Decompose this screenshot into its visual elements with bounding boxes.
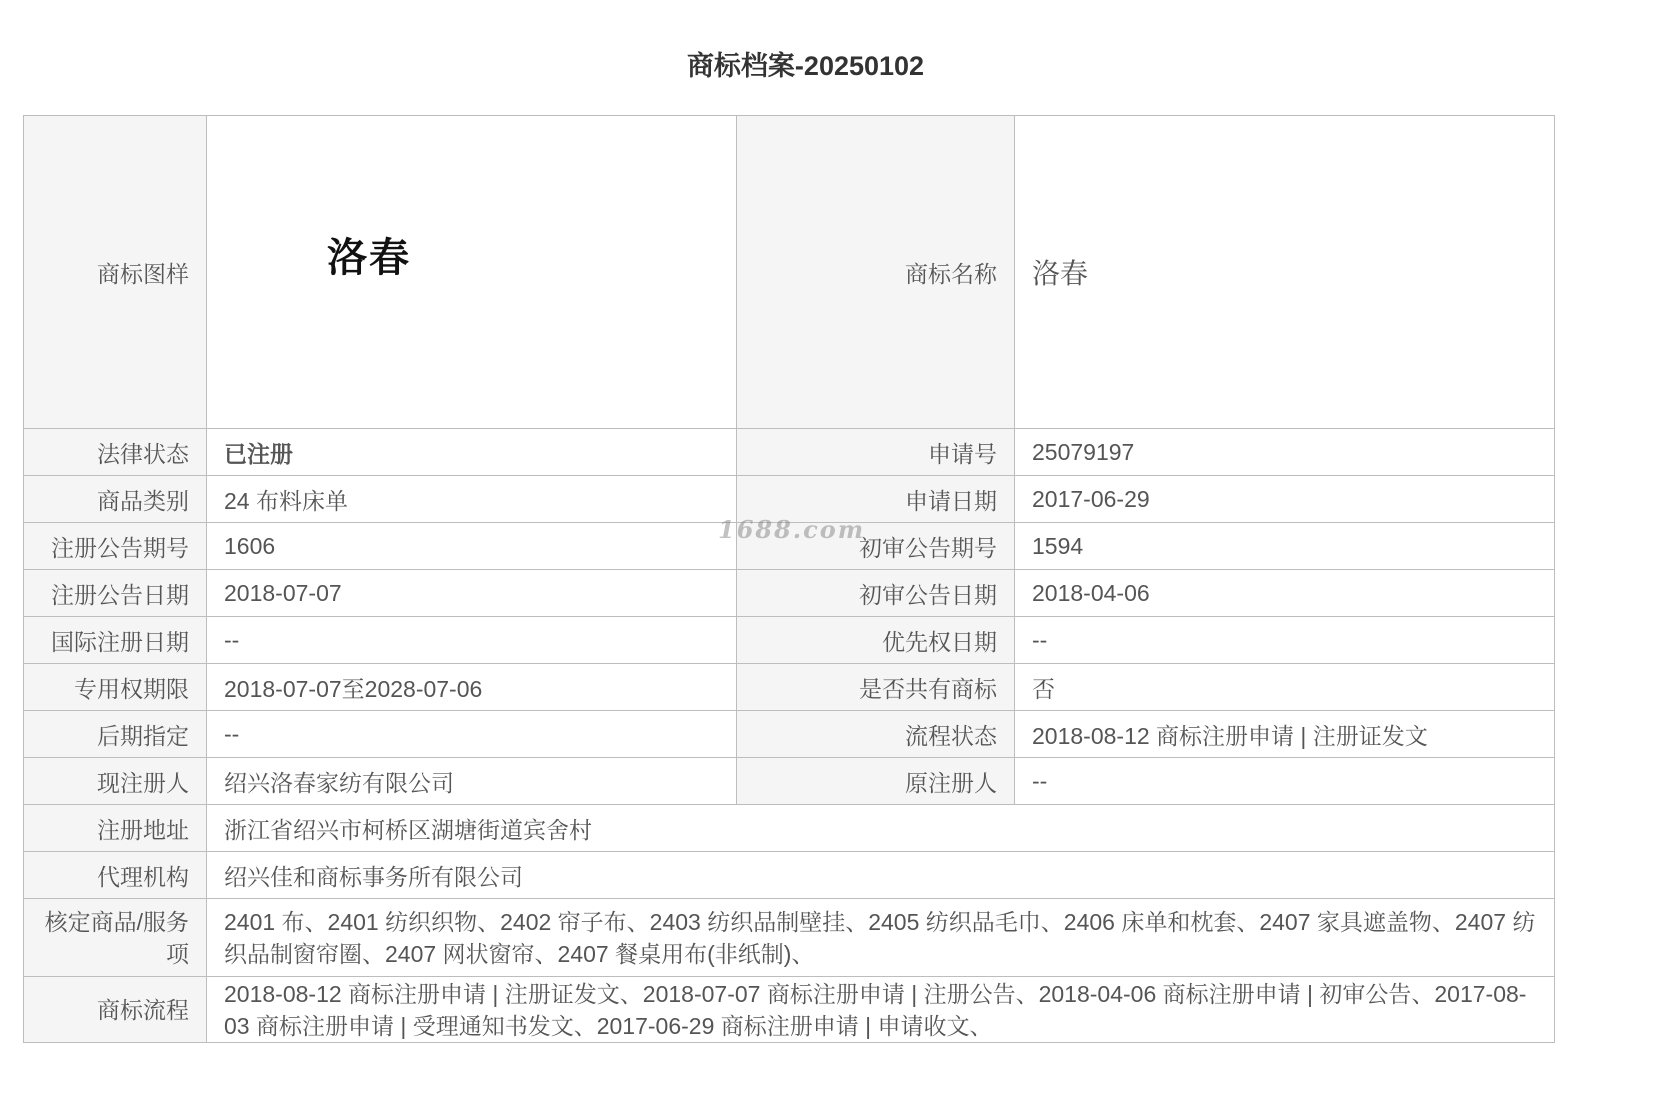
table-row (24, 429, 1555, 476)
trademark-logo-image (207, 116, 737, 429)
address-label: 注册地址 (24, 805, 207, 852)
application-date-label: 申请日期 (737, 476, 1015, 523)
current-registrant-label: 现注册人 (24, 758, 207, 805)
later-designation-value: -- (207, 711, 737, 758)
preliminary-date-value: 2018-04-06 (1015, 570, 1555, 617)
legal-status-value: 已注册 (207, 429, 737, 476)
current-registrant-value: 绍兴洛春家纺有限公司 (207, 758, 737, 805)
original-registrant-value: -- (1015, 758, 1555, 805)
international-date-label: 国际注册日期 (24, 617, 207, 664)
trademark-flow-value: 2018-08-12 商标注册申请 | 注册证发文、2018-07-07 商标注册申请 | 注册公告、2018-04-06 商标注册申请 | 初审公告、2017-08-03 商标注册申请 | 受理通知书发文、2017-06-29 商标注册申请 | 申请收文、 (207, 977, 1555, 1043)
application-date-value: 2017-06-29 (1015, 476, 1555, 523)
exclusive-period-value: 2018-07-07至2028-07-06 (207, 664, 737, 711)
later-designation-label: 后期指定 (24, 711, 207, 758)
logo-label: 商标图样 (24, 116, 207, 429)
shared-trademark-label: 是否共有商标 (737, 664, 1015, 711)
table-row (24, 570, 1555, 617)
table-row (24, 664, 1555, 711)
table-row (24, 758, 1555, 805)
process-status-value: 2018-08-12 商标注册申请 | 注册证发文 (1015, 711, 1555, 758)
table-row (24, 899, 1555, 977)
preliminary-issue-label: 初审公告期号 (737, 523, 1015, 570)
goods-class-value: 24 布料床单 (207, 476, 737, 523)
trademark-logo-text: 洛春 (327, 234, 411, 281)
exclusive-period-label: 专用权期限 (24, 664, 207, 711)
name-value: 洛春 (1015, 116, 1555, 429)
trademark-flow-label: 商标流程 (24, 977, 207, 1043)
legal-status-label: 法律状态 (24, 429, 207, 476)
original-registrant-label: 原注册人 (737, 758, 1015, 805)
registration-issue-value: 1606 (207, 523, 737, 570)
priority-date-label: 优先权日期 (737, 617, 1015, 664)
registration-date-label: 注册公告日期 (24, 570, 207, 617)
international-date-value: -- (207, 617, 737, 664)
process-status-label: 流程状态 (737, 711, 1015, 758)
preliminary-issue-value: 1594 (1015, 523, 1555, 570)
agency-value: 绍兴佳和商标事务所有限公司 (207, 852, 1555, 899)
registration-date-value: 2018-07-07 (207, 570, 737, 617)
goods-services-label: 核定商品/服务项 (24, 899, 207, 977)
registration-issue-label: 注册公告期号 (24, 523, 207, 570)
goods-services-value: 2401 布、2401 纺织织物、2402 帘子布、2403 纺织品制壁挂、2405 纺织品毛巾、2406 床单和枕套、2407 家具遮盖物、2407 纺织品制窗帘圈、2407 网状窗帘、2407 餐桌用布(非纸制)、 (207, 899, 1555, 977)
name-label: 商标名称 (737, 116, 1015, 429)
goods-class-label: 商品类别 (24, 476, 207, 523)
preliminary-date-label: 初审公告日期 (737, 570, 1015, 617)
trademark-archive-table (23, 115, 1555, 1043)
application-number-label: 申请号 (737, 429, 1015, 476)
table-row (24, 617, 1555, 664)
agency-label: 代理机构 (24, 852, 207, 899)
table-row (24, 852, 1555, 899)
priority-date-value: -- (1015, 617, 1555, 664)
address-value: 浙江省绍兴市柯桥区湖塘街道宾舍村 (207, 805, 1555, 852)
shared-trademark-value: 否 (1015, 664, 1555, 711)
watermark: 1688.com (718, 515, 866, 544)
application-number-value: 25079197 (1015, 429, 1555, 476)
table-row (24, 805, 1555, 852)
table-row-logo (24, 116, 1555, 429)
table-row (24, 711, 1555, 758)
table-row (24, 977, 1555, 1043)
page-title: 商标档案-20250102 (686, 51, 925, 81)
